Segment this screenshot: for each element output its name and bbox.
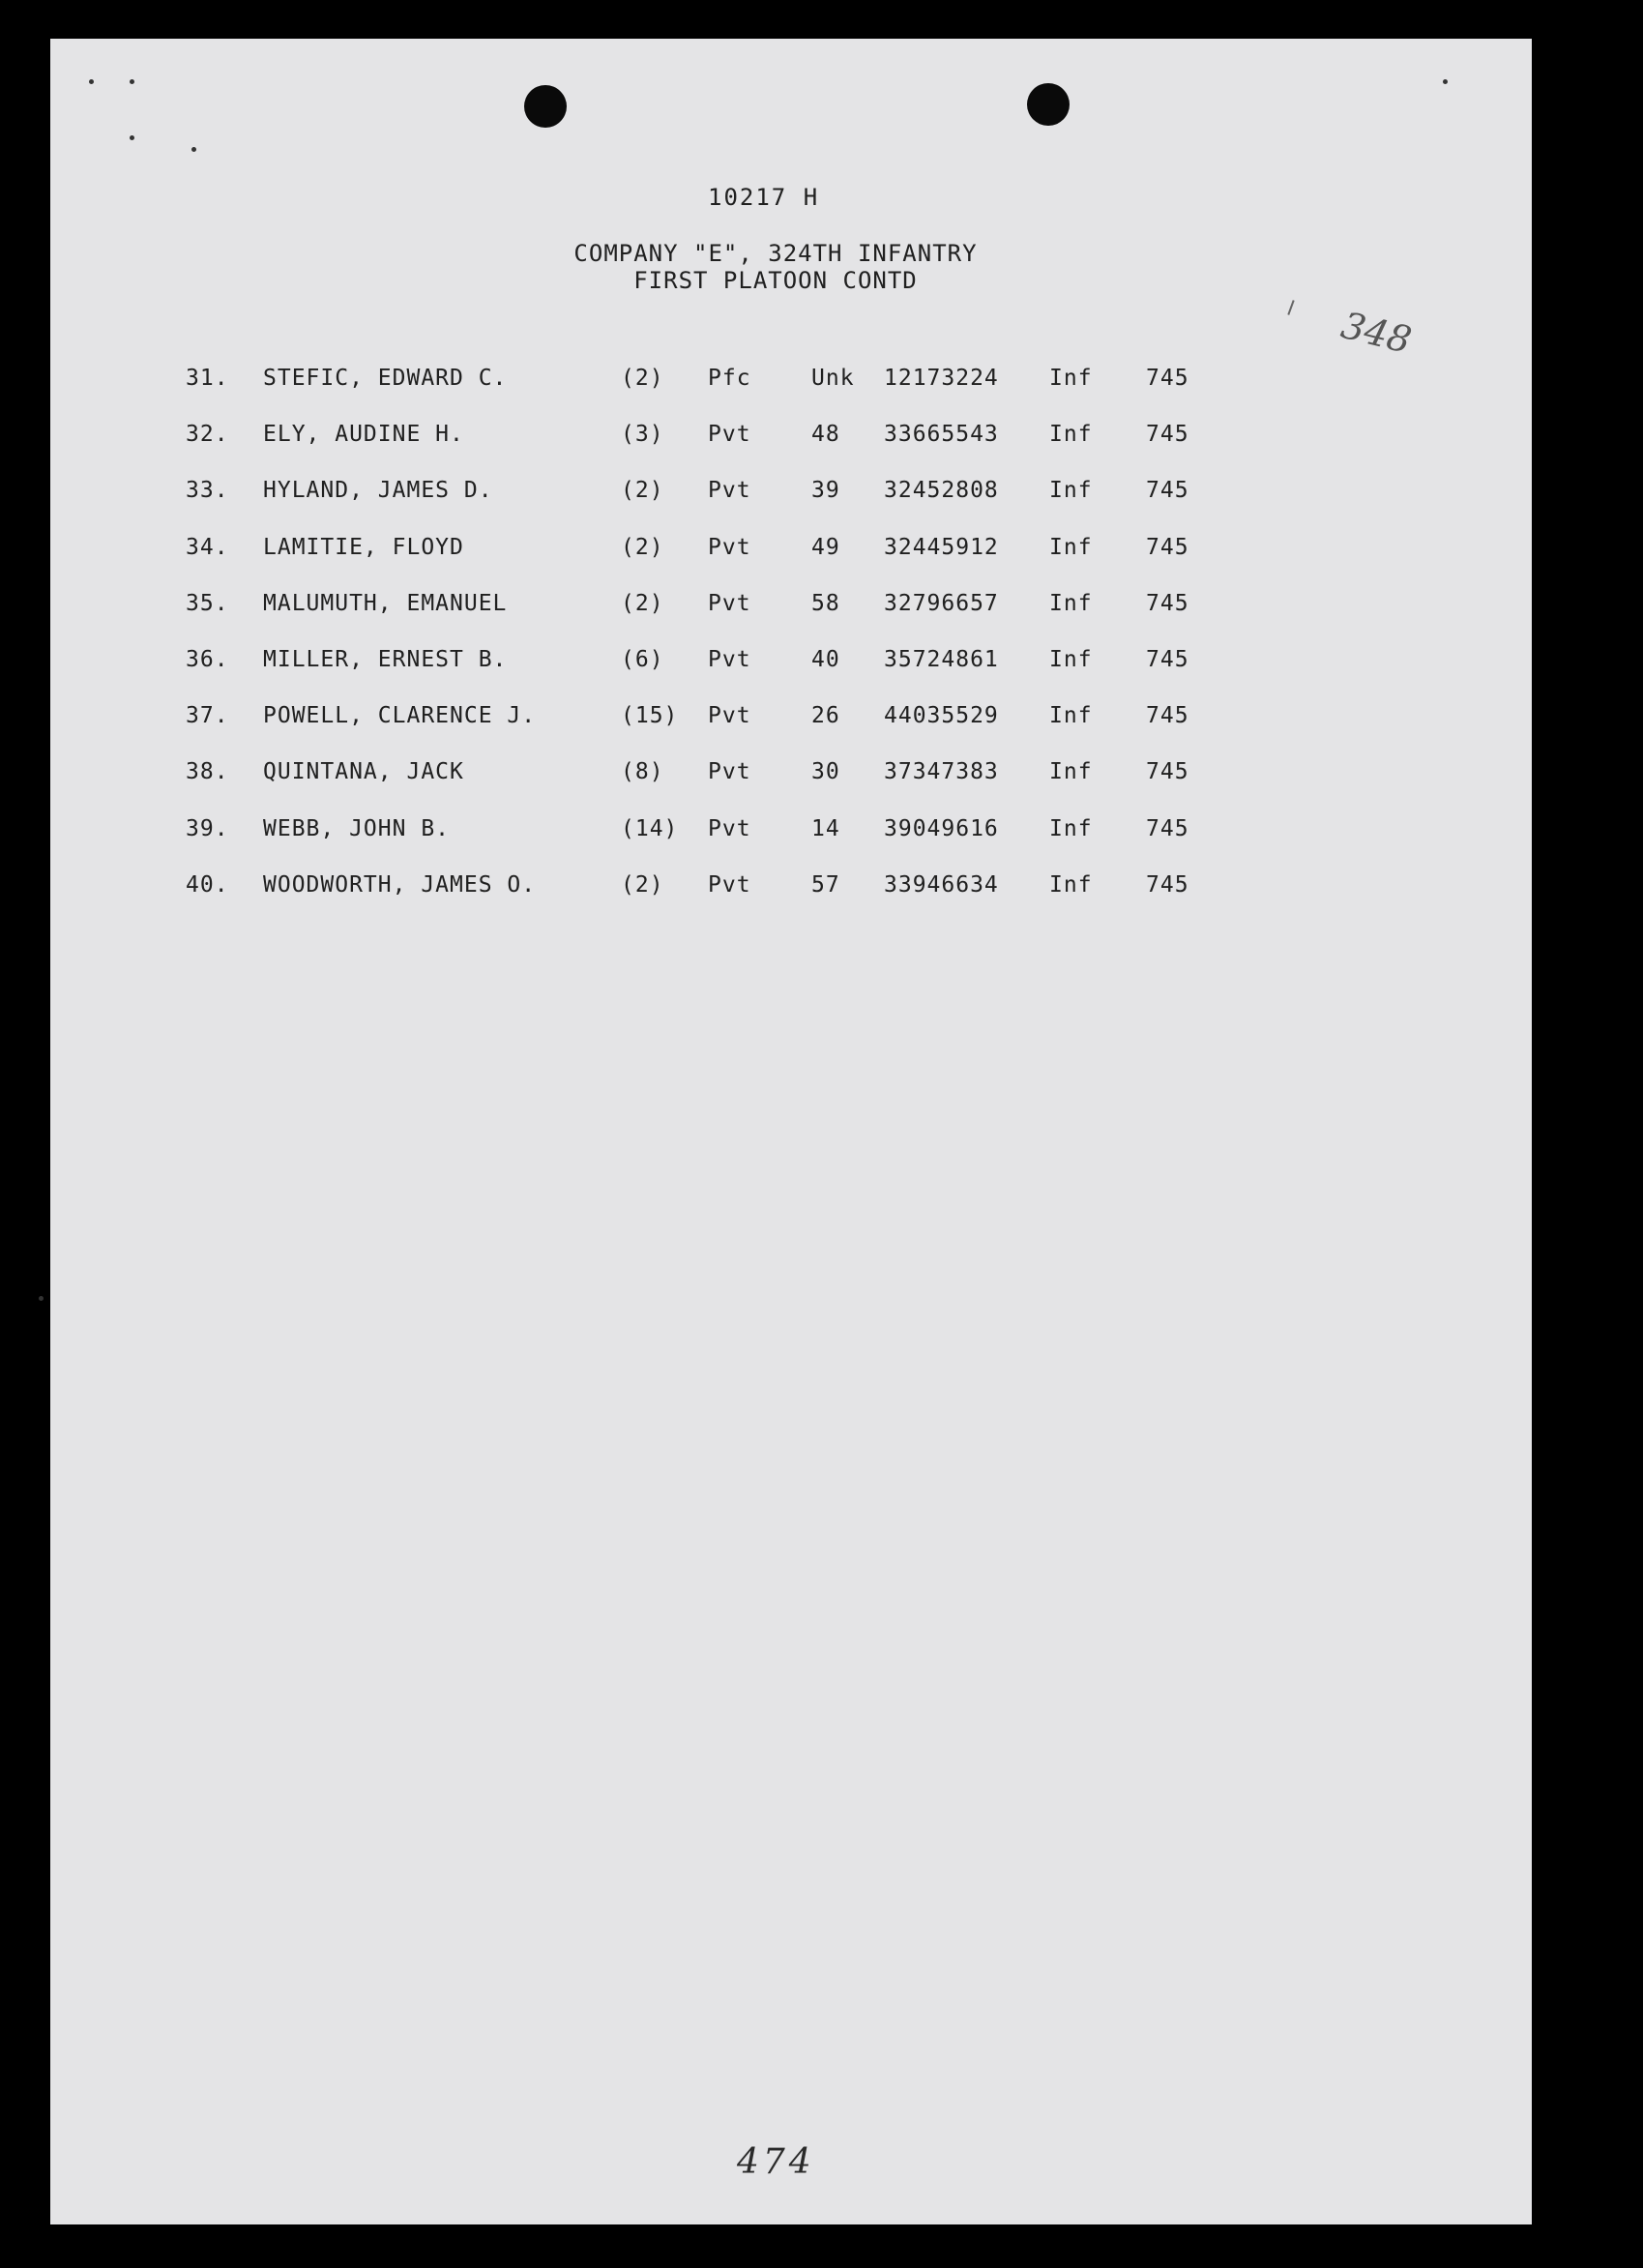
- specialty-code: 745: [1146, 366, 1189, 391]
- row-number: 38.: [186, 759, 229, 785]
- serial-number: 44035529: [884, 703, 999, 729]
- punch-hole: [524, 85, 567, 128]
- rank: Pvt: [708, 590, 751, 616]
- specialty-code: 745: [1146, 534, 1189, 560]
- dependents-count: (2): [621, 478, 664, 504]
- soldier-name: STEFIC, EDWARD C.: [263, 366, 508, 391]
- serial-number: 33946634: [884, 871, 999, 898]
- roster-row: [186, 460, 1249, 516]
- roster-row: [186, 686, 1249, 742]
- heading-platoon: FIRST PLATOON CONTD: [633, 267, 918, 294]
- roster-row: [186, 348, 1249, 404]
- row-number: 35.: [186, 590, 229, 616]
- row-number: 39.: [186, 815, 229, 841]
- dependents-count: (14): [621, 815, 679, 841]
- arm-of-service: Inf: [1049, 646, 1093, 672]
- pencil-tick: [1287, 300, 1294, 315]
- soldier-name: HYLAND, JAMES D.: [263, 478, 493, 504]
- rank: Pvt: [708, 703, 751, 729]
- arm-of-service: Inf: [1049, 422, 1093, 448]
- specialty-code: 745: [1146, 646, 1189, 672]
- specialty-code: 745: [1146, 422, 1189, 448]
- dependents-count: (6): [621, 646, 664, 672]
- age: 48: [811, 422, 840, 448]
- age: 57: [811, 871, 840, 898]
- roster-row: [186, 404, 1249, 460]
- scan-speck: [130, 135, 134, 140]
- scan-speck: [130, 79, 134, 84]
- rank: Pvt: [708, 871, 751, 898]
- specialty-code: 745: [1146, 815, 1189, 841]
- soldier-name: MILLER, ERNEST B.: [263, 646, 508, 672]
- arm-of-service: Inf: [1049, 590, 1093, 616]
- page-heading: [476, 240, 1075, 294]
- arm-of-service: Inf: [1049, 534, 1093, 560]
- soldier-name: LAMITIE, FLOYD: [263, 534, 464, 560]
- serial-number: 32796657: [884, 590, 999, 616]
- specialty-code: 745: [1146, 759, 1189, 785]
- serial-number: 33665543: [884, 422, 999, 448]
- roster-row: [186, 855, 1249, 911]
- row-number: 36.: [186, 646, 229, 672]
- roster-row: [186, 799, 1249, 855]
- dependents-count: (2): [621, 590, 664, 616]
- serial-number: 37347383: [884, 759, 999, 785]
- dependents-count: (8): [621, 759, 664, 785]
- soldier-name: MALUMUTH, EMANUEL: [263, 590, 508, 616]
- roster-row: [186, 517, 1249, 574]
- age: 39: [811, 478, 840, 504]
- age: 14: [811, 815, 840, 841]
- rank: Pfc: [708, 366, 751, 391]
- serial-number: 12173224: [884, 366, 999, 391]
- rank: Pvt: [708, 422, 751, 448]
- roster-row: [186, 574, 1249, 630]
- row-number: 31.: [186, 366, 229, 391]
- soldier-name: WOODWORTH, JAMES O.: [263, 871, 537, 898]
- rank: Pvt: [708, 534, 751, 560]
- rank: Pvt: [708, 646, 751, 672]
- serial-number: 32452808: [884, 478, 999, 504]
- soldier-name: WEBB, JOHN B.: [263, 815, 451, 841]
- age: 30: [811, 759, 840, 785]
- dependents-count: (2): [621, 366, 664, 391]
- age: Unk: [811, 366, 855, 391]
- serial-number: 35724861: [884, 646, 999, 672]
- arm-of-service: Inf: [1049, 759, 1093, 785]
- row-number: 32.: [186, 422, 229, 448]
- roster-row: [186, 630, 1249, 686]
- rank: Pvt: [708, 815, 751, 841]
- soldier-name: POWELL, CLARENCE J.: [263, 703, 537, 729]
- specialty-code: 745: [1146, 590, 1189, 616]
- specialty-code: 745: [1146, 703, 1189, 729]
- arm-of-service: Inf: [1049, 478, 1093, 504]
- row-number: 37.: [186, 703, 229, 729]
- row-number: 33.: [186, 478, 229, 504]
- age: 26: [811, 703, 840, 729]
- dependents-count: (2): [621, 534, 664, 560]
- arm-of-service: Inf: [1049, 871, 1093, 898]
- handwritten-page-number: 348: [1336, 303, 1416, 363]
- soldier-name: QUINTANA, JACK: [263, 759, 464, 785]
- handwritten-footer-number: 474: [737, 2142, 815, 2182]
- soldier-name: ELY, AUDINE H.: [263, 422, 464, 448]
- scan-speck: [191, 147, 196, 152]
- heading-company: COMPANY "E", 324TH INFANTRY: [573, 240, 978, 267]
- specialty-code: 745: [1146, 478, 1189, 504]
- rank: Pvt: [708, 478, 751, 504]
- dependents-count: (2): [621, 871, 664, 898]
- scan-speck: [39, 1296, 44, 1301]
- serial-number: 32445912: [884, 534, 999, 560]
- roster-list: [186, 348, 1249, 911]
- roster-row: [186, 742, 1249, 798]
- scan-speck: [89, 79, 94, 84]
- dependents-count: (15): [621, 703, 679, 729]
- document-page: [50, 39, 1532, 2224]
- specialty-code: 745: [1146, 871, 1189, 898]
- arm-of-service: Inf: [1049, 815, 1093, 841]
- row-number: 40.: [186, 871, 229, 898]
- rank: Pvt: [708, 759, 751, 785]
- arm-of-service: Inf: [1049, 703, 1093, 729]
- row-number: 34.: [186, 534, 229, 560]
- serial-number: 39049616: [884, 815, 999, 841]
- age: 40: [811, 646, 840, 672]
- file-reference: 10217 H: [708, 184, 820, 211]
- dependents-count: (3): [621, 422, 664, 448]
- age: 58: [811, 590, 840, 616]
- scan-speck: [1443, 79, 1448, 84]
- arm-of-service: Inf: [1049, 366, 1093, 391]
- punch-hole: [1027, 83, 1070, 126]
- age: 49: [811, 534, 840, 560]
